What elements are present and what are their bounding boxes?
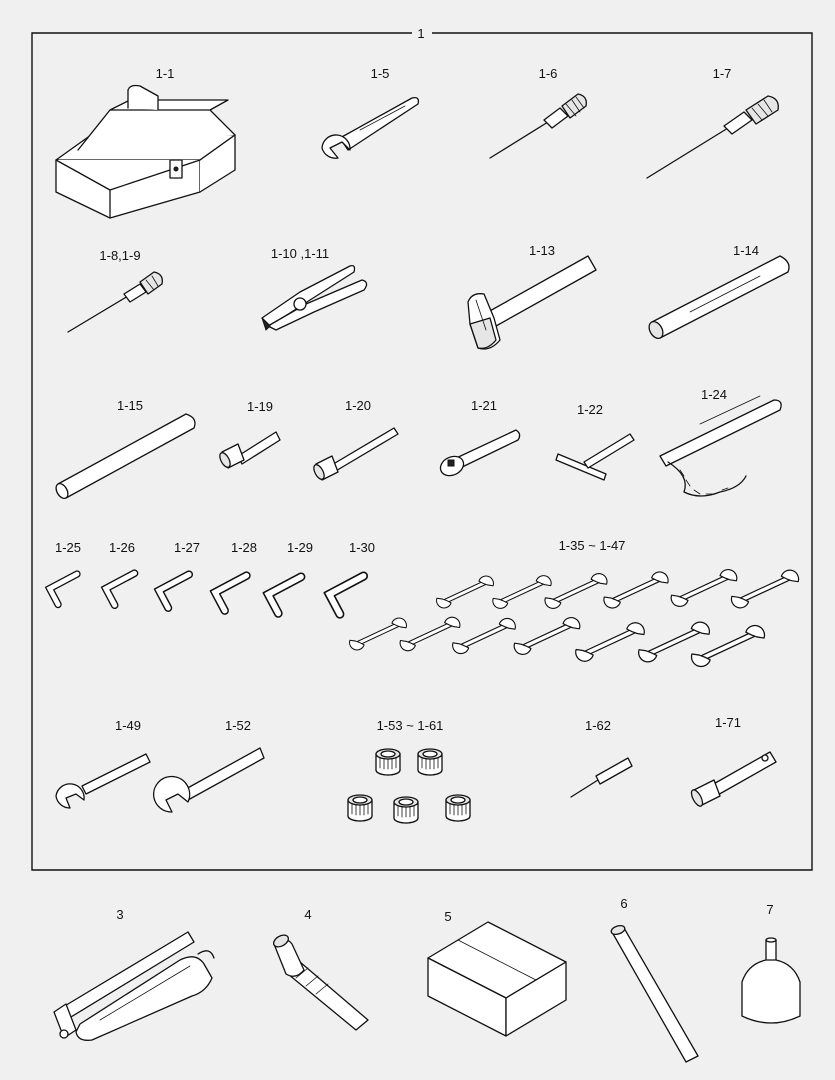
grease-gun-illustration bbox=[54, 932, 214, 1040]
label-1-22: 1-22 bbox=[576, 402, 604, 417]
grease-hose-illustration bbox=[272, 933, 368, 1030]
label-1-24: 1-24 bbox=[700, 387, 728, 402]
hex-key-5 bbox=[263, 572, 316, 618]
label-1-15: 1-15 bbox=[116, 398, 144, 413]
label-3: 3 bbox=[116, 907, 124, 922]
socket-set bbox=[348, 749, 470, 823]
long-extension-bar-illustration bbox=[312, 428, 398, 481]
label-1-20: 1-20 bbox=[344, 398, 372, 413]
label-1-30: 1-30 bbox=[348, 540, 376, 555]
label-1-49: 1-49 bbox=[114, 718, 142, 733]
label-1-71: 1-71 bbox=[714, 715, 742, 730]
label-1-19: 1-19 bbox=[246, 399, 274, 414]
large-screwdriver-illustration bbox=[647, 96, 778, 178]
label-1-1: 1-1 bbox=[155, 66, 175, 81]
hammer-illustration bbox=[468, 256, 596, 349]
small-pin-tool-illustration bbox=[571, 758, 632, 797]
long-bar-illustration bbox=[54, 414, 195, 500]
hex-key-2 bbox=[102, 569, 148, 609]
label-1-35-1-47: 1-35 ~ 1-47 bbox=[558, 538, 626, 553]
label-4: 4 bbox=[304, 907, 312, 922]
label-1-29: 1-29 bbox=[286, 540, 314, 555]
label-1-26: 1-26 bbox=[108, 540, 136, 555]
single-end-wrench-large-illustration bbox=[154, 748, 264, 812]
label-1-53-1-61: 1-53 ~ 1-61 bbox=[376, 718, 444, 733]
pliers-illustration bbox=[262, 266, 367, 330]
hex-key-6 bbox=[324, 571, 379, 619]
box-illustration bbox=[428, 922, 566, 1036]
double-open-end-wrench-set bbox=[348, 567, 800, 670]
label-1-52: 1-52 bbox=[224, 718, 252, 733]
awl-screwdriver-illustration bbox=[68, 272, 162, 332]
label-1-8-1-9: 1-8,1-9 bbox=[99, 248, 141, 263]
label-7: 7 bbox=[766, 902, 774, 917]
nozzle-cap-illustration bbox=[742, 938, 800, 1023]
small-screwdriver-illustration bbox=[490, 94, 586, 158]
label-1-6: 1-6 bbox=[538, 66, 558, 81]
toolbox-illustration bbox=[56, 86, 235, 219]
box-wrench-illustration bbox=[689, 752, 776, 808]
label-1-21: 1-21 bbox=[470, 398, 498, 413]
label-1-7: 1-7 bbox=[712, 66, 732, 81]
short-extension-bar-illustration bbox=[218, 432, 280, 469]
rod-illustration bbox=[610, 924, 698, 1062]
label-1-10-1-11: 1-10 ,1-11 bbox=[270, 246, 330, 261]
hex-key-4 bbox=[210, 571, 261, 615]
kit-label: 1 bbox=[417, 26, 425, 41]
tube-bar-illustration bbox=[646, 256, 789, 341]
label-1-27: 1-27 bbox=[173, 540, 201, 555]
label-1-14: 1-14 bbox=[732, 243, 760, 258]
hex-key-3 bbox=[154, 570, 202, 612]
t-handle-wrench-illustration bbox=[556, 434, 634, 480]
adjustable-wrench-illustration bbox=[322, 98, 418, 159]
label-1-28: 1-28 bbox=[230, 540, 258, 555]
ratchet-handle-illustration bbox=[437, 430, 519, 479]
label-1-25: 1-25 bbox=[54, 540, 82, 555]
label-6: 6 bbox=[620, 896, 628, 911]
label-5: 5 bbox=[444, 909, 452, 924]
label-1-5: 1-5 bbox=[370, 66, 390, 81]
label-1-62: 1-62 bbox=[584, 718, 612, 733]
single-end-wrench-small-illustration bbox=[56, 754, 150, 808]
label-1-13: 1-13 bbox=[528, 243, 556, 258]
filter-wrench-illustration bbox=[660, 396, 781, 496]
hex-key-1 bbox=[46, 570, 90, 609]
